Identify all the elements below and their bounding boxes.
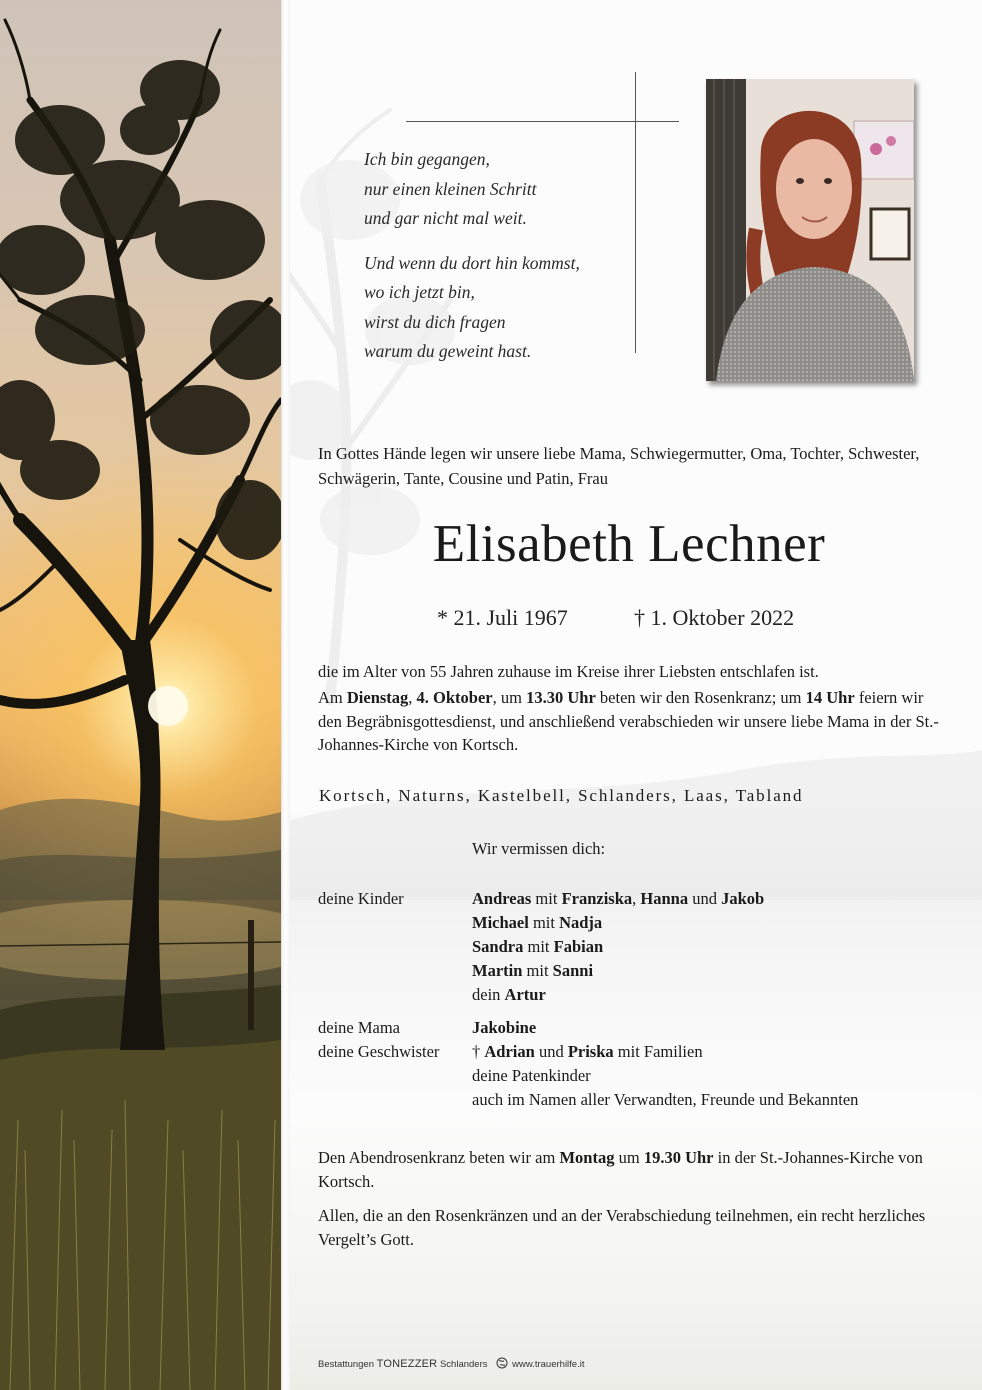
portrait-illustration <box>706 79 914 381</box>
text-run: dein <box>472 985 505 1004</box>
text-run: , <box>408 688 417 707</box>
day-text: Montag <box>559 1148 615 1167</box>
relatives-line: auch im Namen aller Verwandten, Freunde und Bekannten <box>472 1090 859 1109</box>
tree-silhouette <box>0 0 281 1390</box>
time-text: 14 Uhr <box>805 688 855 707</box>
text-run: beten wir den Rosenkranz; um <box>595 688 806 707</box>
family-name: Nadja <box>559 913 603 932</box>
family-line <box>472 961 593 981</box>
family-name: Fabian <box>553 937 604 956</box>
text-run: um <box>614 1148 644 1167</box>
intro-text: In Gottes Hände legen wir unsere liebe Mama, Schwiegermutter, Oma, Tochter, Schwester, Schwägerin, Tante, Cousine und Patin, Frau <box>318 444 920 488</box>
birth-date: * 21. Juli 1967 <box>437 605 568 630</box>
funeral-details <box>318 686 940 757</box>
text-run: mit <box>522 961 553 980</box>
passing-text: die im Alter von 55 Jahren zuhause im Kreise ihrer Liebsten entschlafen ist. <box>318 662 819 681</box>
family-name: Michael <box>472 913 529 932</box>
evening-rosary-text <box>318 1146 940 1193</box>
footer <box>318 1357 584 1370</box>
places-list: Kortsch, Naturns, Kastelbell, Schlanders, Laas, Tabland <box>319 786 804 805</box>
family-line <box>472 937 603 957</box>
deceased-name: Elisabeth Lechner <box>432 515 826 573</box>
text-run: Am <box>318 688 347 707</box>
poem-stanza-2 <box>364 249 634 367</box>
godchildren-line: deine Patenkinder <box>472 1066 591 1085</box>
text-run: Den Abendrosenkranz beten wir am <box>318 1148 560 1167</box>
family-name: Adrian <box>484 1042 535 1061</box>
family-name: Hanna <box>640 889 689 908</box>
family-line <box>472 985 546 1005</box>
text-run: , um <box>492 688 527 707</box>
text-run: feiern wir den Begräbnisgottesdienst, und anschließend verabschieden wir unsere liebe Mama in der St.-Johannes-Kirche von Kortsch. <box>318 688 939 754</box>
mother-label: deine Mama <box>318 1018 401 1037</box>
poem-line: nur einen kleinen Schritt <box>364 178 537 199</box>
text-run: und <box>534 1042 568 1061</box>
text-run: mit Familien <box>613 1042 703 1061</box>
poem-line: warum du geweint hast. <box>364 341 532 361</box>
family-name: Sanni <box>552 961 594 980</box>
day-text: Dienstag <box>346 688 409 707</box>
children-label: deine Kinder <box>318 889 404 908</box>
text-run: , <box>632 889 641 908</box>
family-name: Franziska <box>561 889 633 908</box>
poem-line: wo ich jetzt bin, <box>364 282 475 302</box>
family-name: Martin <box>472 961 523 980</box>
death-date: † 1. Oktober 2022 <box>634 605 795 630</box>
family-name: Priska <box>567 1042 614 1061</box>
time-text: 13.30 Uhr <box>526 688 596 707</box>
text-run: † <box>472 1042 485 1061</box>
tree-sunrise-photo <box>0 0 281 1390</box>
poem-line: wirst du dich fragen <box>364 311 506 332</box>
family-name: Artur <box>504 985 546 1004</box>
time-text: 19.30 Uhr <box>643 1148 714 1167</box>
poem-line: Ich bin gegangen, <box>364 149 490 169</box>
family-line <box>472 913 602 933</box>
family-name: Sandra <box>472 937 524 956</box>
footer-text: Schlanders <box>437 1359 488 1370</box>
text-run: und <box>688 889 722 908</box>
footer-brand: TONEZZER <box>376 1358 438 1370</box>
text-run: mit <box>523 937 554 956</box>
poem <box>364 145 634 382</box>
poem-stanza-1 <box>364 145 634 234</box>
family-name: Jakobine <box>472 1018 537 1037</box>
cross-horizontal-bar <box>406 121 679 122</box>
poem-line: Und wenn du dort hin kommst, <box>364 252 580 273</box>
footer-text: Bestattungen <box>318 1359 377 1370</box>
family-line <box>472 889 764 909</box>
family-name: Andreas <box>472 889 532 908</box>
date-text: 4. Oktober <box>416 688 493 707</box>
family-line <box>472 1042 703 1062</box>
thanks-text: Allen, die an den Rosenkränzen und an der Verabschiedung teilnehmen, ein recht herzliches Vergelt’s Gott. <box>318 1206 926 1249</box>
cross-vertical-bar <box>635 72 636 353</box>
text-run: in der St.-Johannes-Kirche von Kortsch. <box>318 1148 923 1191</box>
text-run: mit <box>528 913 560 932</box>
globe-icon <box>496 1357 508 1369</box>
text-run: mit <box>531 889 562 908</box>
miss-you-text: Wir vermissen dich: <box>472 839 606 858</box>
family-line <box>472 1018 536 1038</box>
family-name: Jakob <box>721 889 765 908</box>
portrait-photo <box>706 79 914 381</box>
siblings-label: deine Geschwister <box>318 1042 440 1061</box>
poem-line: und gar nicht mal weit. <box>364 208 527 228</box>
footer-url[interactable]: www.trauerhilfe.it <box>512 1359 585 1370</box>
